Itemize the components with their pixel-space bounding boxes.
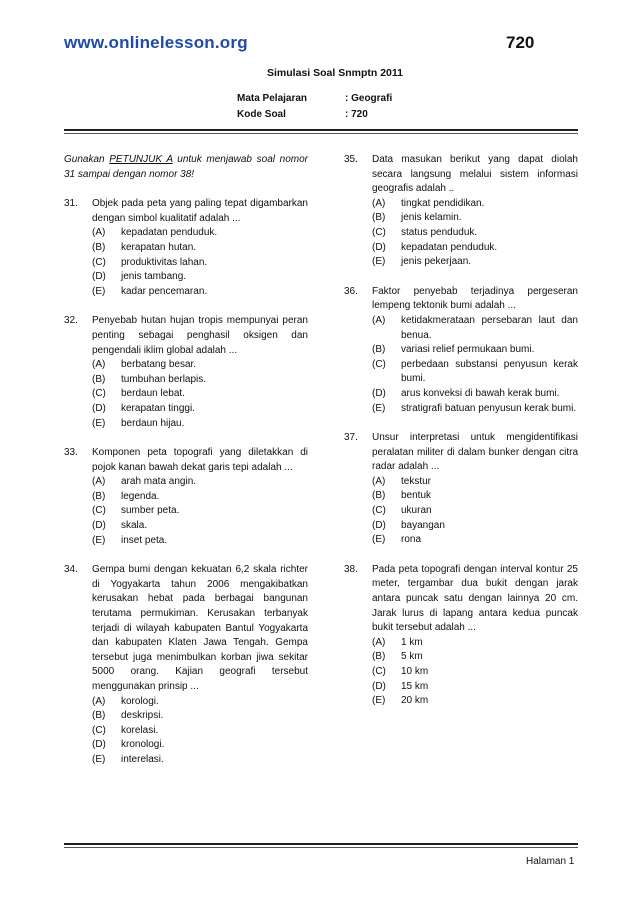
answer-option <box>92 373 308 388</box>
exam-code: 720 <box>506 33 535 52</box>
footer-rule-thin <box>64 847 578 848</box>
answer-option <box>372 387 578 402</box>
answer-option <box>92 490 308 505</box>
instruction-text <box>64 153 308 182</box>
answer-option <box>92 738 308 753</box>
option-label: (A) <box>92 227 106 239</box>
answer-option <box>372 255 578 270</box>
option-label: (E) <box>92 753 106 765</box>
header-rule <box>64 129 578 131</box>
answer-option <box>372 636 578 651</box>
option-label: (D) <box>92 271 106 283</box>
question-item <box>64 563 308 767</box>
option-label: (A) <box>92 695 106 707</box>
answer-option <box>92 724 308 739</box>
answer-option <box>372 533 578 548</box>
option-text: tumbuhan berlapis. <box>121 373 207 385</box>
answer-option <box>372 475 578 490</box>
option-label: (C) <box>372 505 386 517</box>
option-label: (D) <box>372 680 386 692</box>
option-text: 1 km <box>401 636 423 648</box>
option-text: korelasi. <box>121 724 159 736</box>
question-item <box>64 446 308 548</box>
option-text: inset peta. <box>121 534 168 546</box>
answer-option <box>372 665 578 680</box>
option-text: berbatang besar. <box>121 359 197 371</box>
option-text: perbedaan substansi penyusun kerak bumi. <box>401 358 578 385</box>
option-text: arus konveksi di bawah kerak bumi. <box>401 387 560 399</box>
answer-option <box>372 226 578 241</box>
option-text: kepadatan penduduk. <box>401 241 498 253</box>
question-number: 33. <box>64 447 78 459</box>
option-label: (B) <box>372 490 386 502</box>
option-label: (A) <box>372 314 386 326</box>
option-label: (C) <box>92 256 106 268</box>
option-label: (C) <box>92 388 106 400</box>
option-text: bentuk <box>401 490 432 502</box>
option-label: (E) <box>372 695 386 707</box>
subject-value: : Geografi <box>345 93 393 104</box>
answer-option <box>92 358 308 373</box>
option-text: produktivitas lahan. <box>121 256 208 268</box>
option-label: (B) <box>372 651 386 663</box>
instruction-part1: Gunakan <box>64 154 110 165</box>
option-label: (E) <box>372 256 386 268</box>
option-text: arah mata angin. <box>121 476 197 488</box>
option-label: (A) <box>372 475 386 487</box>
answer-option <box>372 211 578 226</box>
option-text: jenis tambang. <box>121 271 187 283</box>
option-text: skala. <box>121 520 148 532</box>
answer-option <box>372 694 578 709</box>
subject-row <box>237 93 392 104</box>
question-item <box>344 153 578 270</box>
answer-option <box>92 270 308 285</box>
option-text: 15 km <box>401 680 429 692</box>
question-stem: Data masukan berikut yang dapat diolah secara langsung melalui sistem informasi geografis adalah .. <box>372 154 578 195</box>
answer-option <box>372 489 578 504</box>
option-label: (D) <box>372 519 386 531</box>
code-value: : 720 <box>345 109 368 120</box>
question-number: 37. <box>344 432 358 444</box>
answer-option <box>372 650 578 665</box>
option-label: (B) <box>92 241 106 253</box>
option-text: interelasi. <box>121 753 164 765</box>
option-text: jenis pekerjaan. <box>401 256 472 268</box>
option-text: kerapatan tinggi. <box>121 402 195 414</box>
question-stem: Komponen peta topografi yang diletakkan di pojok kanan bawah dekat garis tepi adalah ... <box>92 447 308 473</box>
answer-option <box>92 285 308 300</box>
option-text: korologi. <box>121 695 159 707</box>
answer-option <box>92 256 308 271</box>
site-url[interactable]: www.onlinelesson.org <box>64 33 248 52</box>
page-number: Halaman 1 <box>526 856 575 867</box>
answer-option <box>372 402 578 417</box>
question-stem: Faktor penyebab terjadinya pergeseran lempeng tektonik bumi adalah ... <box>372 285 578 312</box>
question-item <box>344 563 578 709</box>
answer-option <box>372 358 578 387</box>
option-label: (B) <box>92 710 106 722</box>
option-label: (C) <box>92 724 106 736</box>
option-text: tingkat pendidikan. <box>401 197 485 209</box>
question-item <box>344 285 578 416</box>
answer-option <box>92 753 308 768</box>
code-row <box>237 109 368 120</box>
question-stem: Pada peta topografi dengan interval kontur 25 meter, tergambar dua bukit dengan jarak antara puncak satu dengan lainnya 20 cm. Jarak lurus di lapang antara kedua puncak bukit tersebut adalah ... <box>372 563 578 634</box>
option-label: (B) <box>372 212 386 224</box>
option-text: ukuran <box>401 505 432 517</box>
option-label: (E) <box>92 534 106 546</box>
left-column <box>64 153 308 783</box>
option-label: (C) <box>372 358 386 370</box>
option-label: (C) <box>92 505 106 517</box>
answer-option <box>92 519 308 534</box>
option-label: (A) <box>372 636 386 648</box>
option-text: tekstur <box>401 475 432 487</box>
option-text: bayangan <box>401 519 445 531</box>
answer-option <box>92 475 308 490</box>
answer-option <box>372 680 578 695</box>
question-item <box>64 314 308 431</box>
option-label: (E) <box>92 417 106 429</box>
right-column <box>344 153 578 724</box>
answer-option <box>92 534 308 549</box>
header-rule-thin <box>64 133 578 134</box>
option-label: (E) <box>92 285 106 297</box>
option-text: 5 km <box>401 651 423 663</box>
answer-option <box>92 226 308 241</box>
option-label: (D) <box>92 739 106 751</box>
answer-option <box>372 197 578 212</box>
option-label: (D) <box>372 241 386 253</box>
option-label: (C) <box>372 666 386 677</box>
instruction-part2: untuk menjawab soal nomor 31 sampai dengan nomor 38! <box>64 154 308 180</box>
answer-option <box>92 709 308 724</box>
option-label: (D) <box>372 387 386 399</box>
option-text: sumber peta. <box>121 505 180 517</box>
question-number: 38. <box>344 563 358 575</box>
option-text: kerapatan hutan. <box>121 241 197 253</box>
option-text: variasi relief permukaan bumi. <box>401 344 535 356</box>
answer-option <box>372 314 578 343</box>
option-label: (D) <box>92 520 106 532</box>
answer-option <box>92 504 308 519</box>
option-text: legenda. <box>121 490 160 502</box>
option-text: berdaun lebat. <box>121 388 185 400</box>
option-label: (B) <box>92 490 106 502</box>
answer-option <box>92 695 308 710</box>
question-stem: Gempa bumi dengan kekuatan 6,2 skala richter di Yogyakarta tahun 2006 mengakibatkan kerusakan hebat pada berbagai bangunan terutama permukiman. Kerusakan terbanyak terjadi di wilayah kabupaten Bantul Yogyakarta dan kabupaten Klaten Jawa Tengah. Gempa tersebut juga menimbulkan korban jiwa sekitar 5000 orang. Kajian geografi tersebut menggunakan prinsip ... <box>92 564 308 692</box>
option-label: (A) <box>92 359 106 371</box>
question-number: 31. <box>64 198 78 210</box>
question-item <box>344 431 578 548</box>
footer-rule <box>64 843 578 845</box>
instruction-link: PETUNJUK A <box>109 154 173 165</box>
subject-label: Mata Pelajaran <box>237 93 308 104</box>
question-item <box>64 197 308 299</box>
option-text: berdaun hijau. <box>121 417 185 429</box>
question-number: 32. <box>64 315 78 327</box>
answer-option <box>372 241 578 256</box>
answer-option <box>92 402 308 417</box>
option-text: stratigrafi batuan penyusun kerak bumi. <box>401 402 577 414</box>
code-label: Kode Soal <box>237 109 286 120</box>
answer-option <box>92 417 308 432</box>
option-label: (B) <box>92 373 106 385</box>
option-text: kepadatan penduduk. <box>121 227 218 239</box>
option-text: rona <box>401 534 422 546</box>
question-stem: Objek pada peta yang paling tepat digambarkan dengan simbol kualitatif adalah ... <box>92 198 308 224</box>
option-label: (A) <box>92 476 106 488</box>
option-text: deskripsi. <box>121 710 164 722</box>
right-questions <box>344 153 578 709</box>
option-text: kronologi. <box>121 739 165 751</box>
option-label: (D) <box>92 402 106 414</box>
answer-option <box>92 387 308 402</box>
option-text: ketidakmerataan persebaran laut dan benua. <box>401 314 578 341</box>
question-number: 34. <box>64 564 78 576</box>
option-text: kadar pencemaran. <box>121 285 208 297</box>
exam-title: Simulasi Soal Snmptn 2011 <box>267 67 403 79</box>
option-label: (C) <box>372 226 386 238</box>
answer-option <box>372 519 578 534</box>
question-stem: Unsur interpretasi untuk mengidentifikasi peralatan militer di dalam bunker dengan citra radar adalah ... <box>372 432 578 473</box>
option-text: status penduduk. <box>401 226 478 238</box>
answer-option <box>372 504 578 519</box>
answer-option <box>92 241 308 256</box>
option-label: (B) <box>372 344 386 356</box>
option-label: (E) <box>372 534 386 546</box>
question-number: 36. <box>344 285 358 297</box>
answer-option <box>372 343 578 358</box>
left-questions <box>64 197 308 767</box>
option-text: 10 km <box>401 666 429 677</box>
option-label: (E) <box>372 402 386 414</box>
option-text: jenis kelamin. <box>401 212 462 224</box>
option-label: (A) <box>372 197 386 209</box>
option-text: 20 km <box>401 695 429 707</box>
question-stem: Penyebab hutan hujan tropis mempunyai peran penting sebagai penghasil oksigen dan pengendali iklim global adalah ... <box>92 315 308 356</box>
question-number: 35. <box>344 154 358 165</box>
